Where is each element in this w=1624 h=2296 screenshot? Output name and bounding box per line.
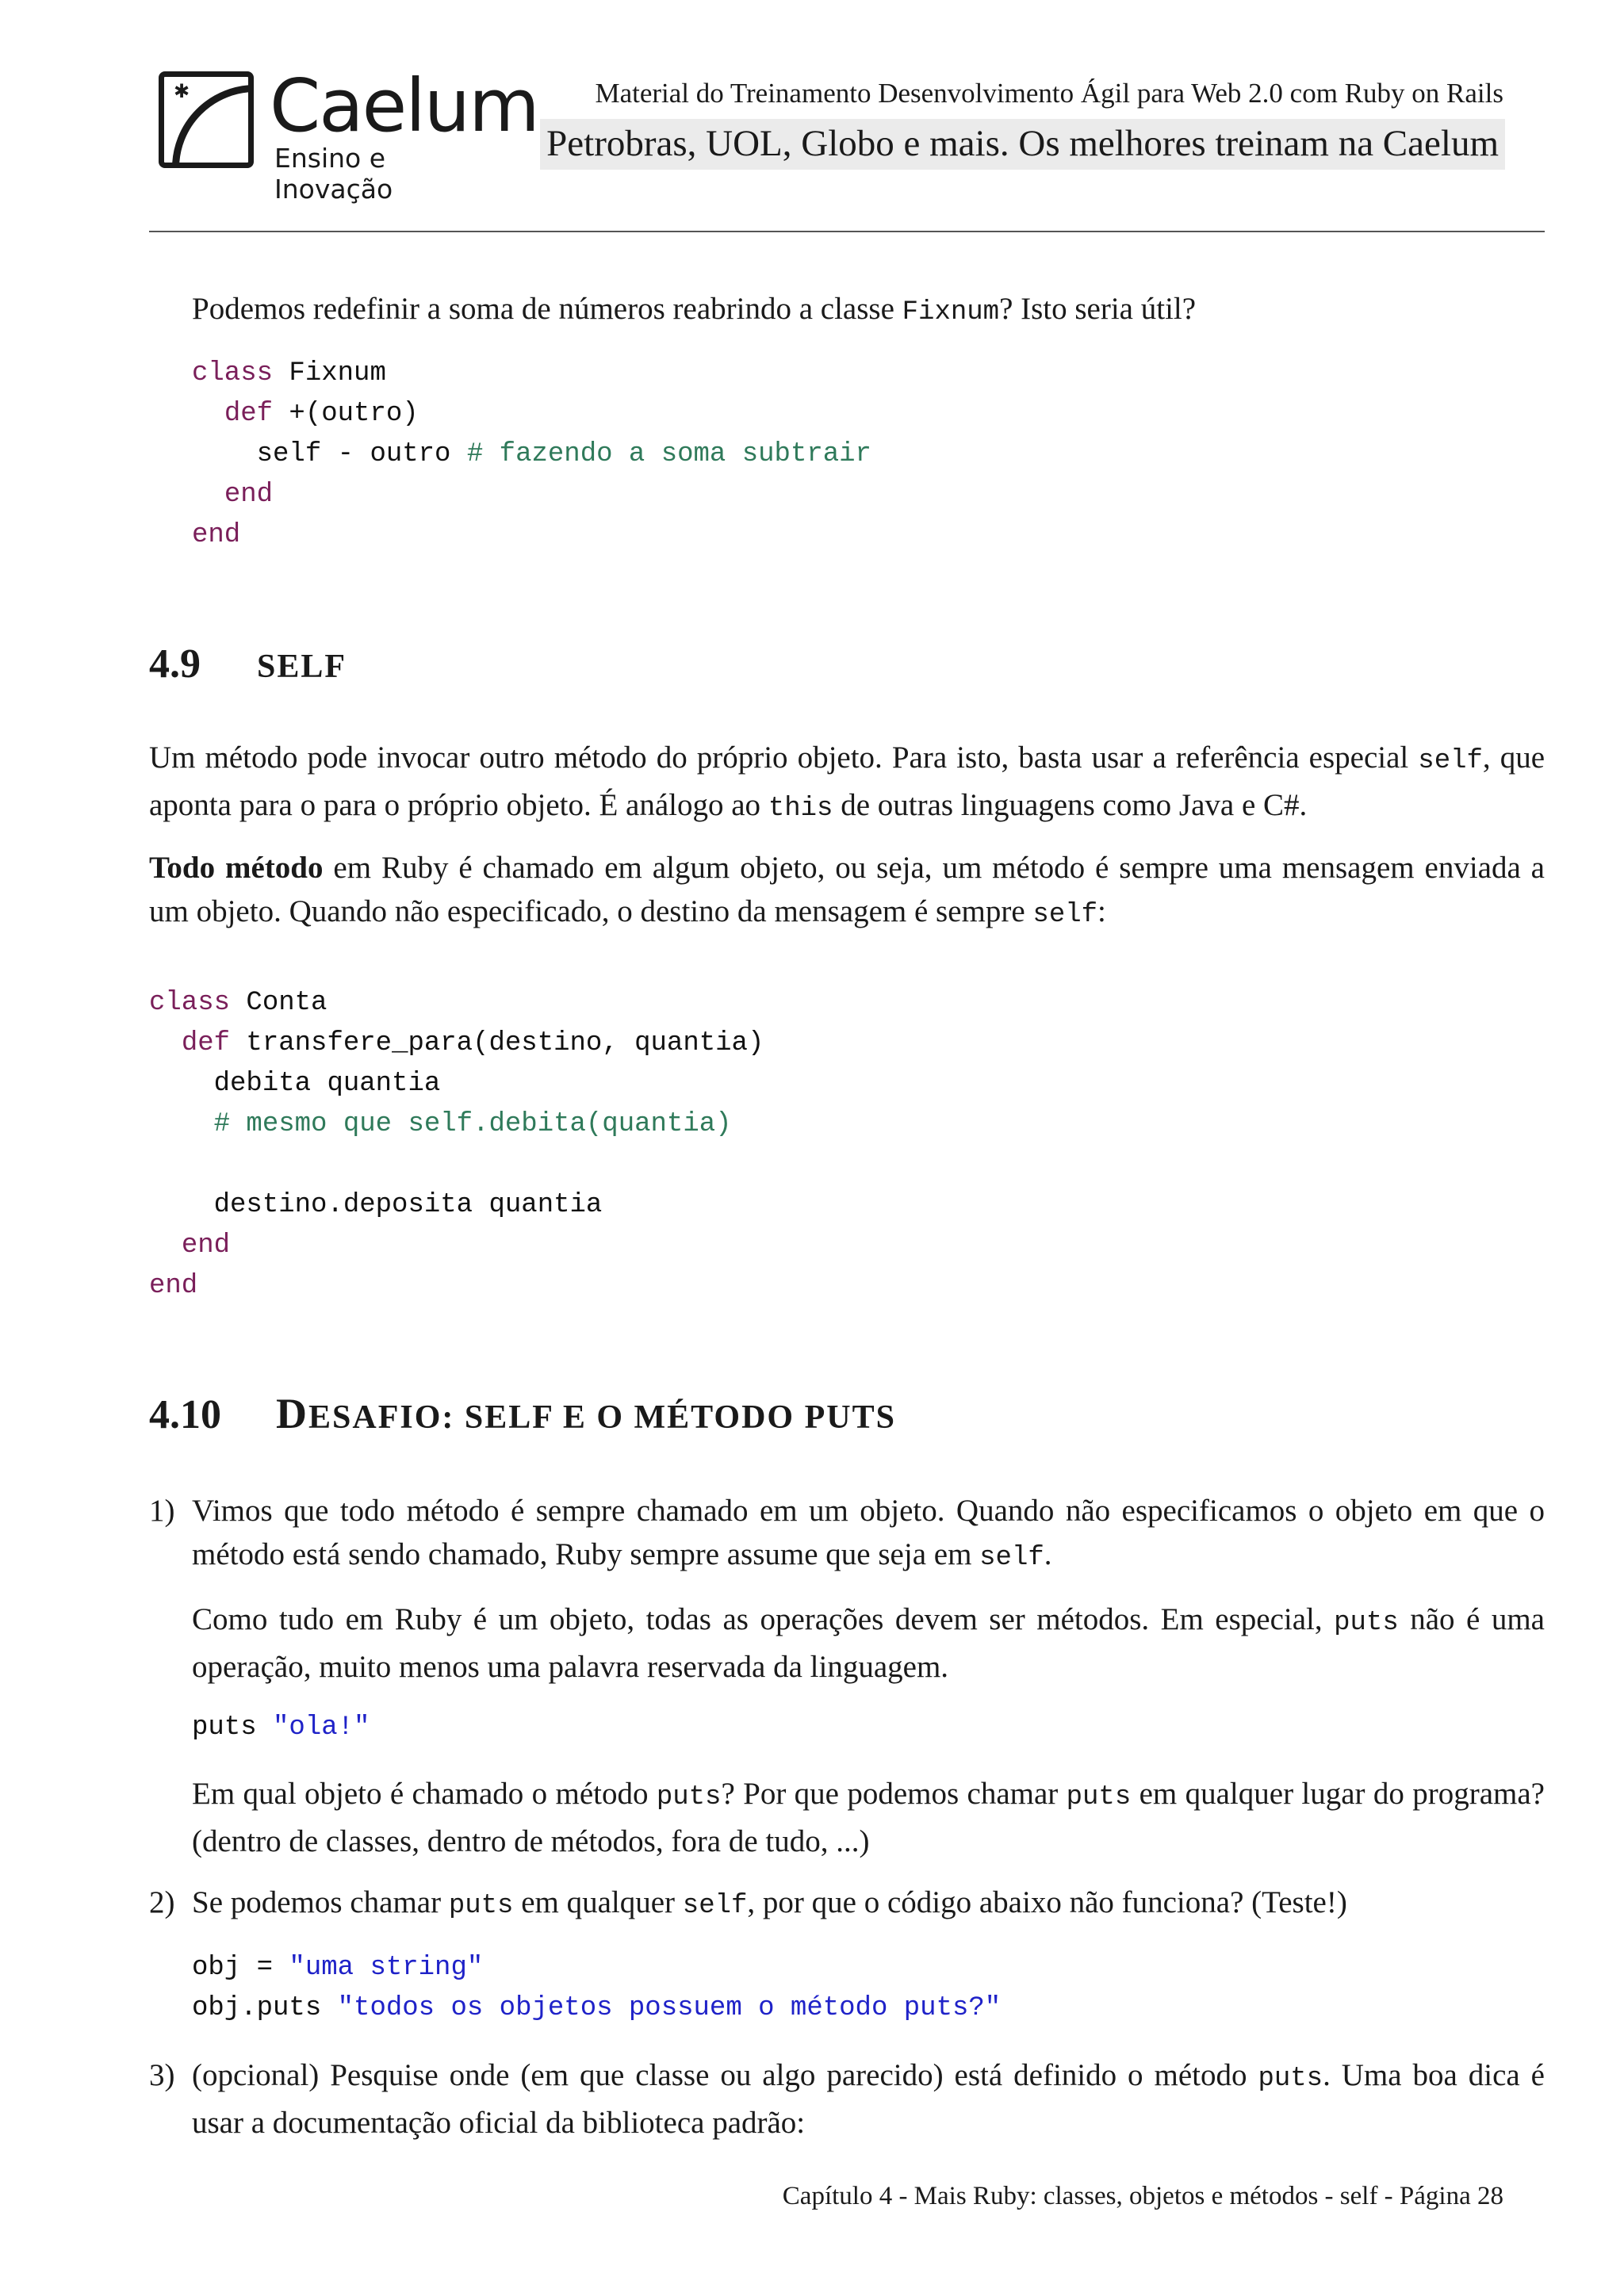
logo-name: Caelum [270,63,538,148]
item1-paragraph: Vimos que todo método é sempre chamado em um objeto. Quando não especificamos o objeto em que o método está sendo chamado, Ruby sempre assume que seja em self. [192,1494,1545,1573]
item2-paragraph: Se podemos chamar puts em qualquer self, por que o código abaixo não funciona? (Teste!) [192,1885,1347,1921]
code-block-fixnum [192,354,871,556]
code-line: end [224,480,274,510]
code-line: obj.puts "todos os objetos possuem o método puts?" [192,1993,1002,2023]
code-line: end [181,1230,231,1261]
item1-paragraph-2: Como tudo em Ruby é um objeto, todas as operações devem ser métodos. Em especial, puts não é uma operação, muito menos uma palavra reservada da linguagem. [192,1602,1545,1684]
caelum-logo [155,63,538,205]
code-line: class Conta [149,988,327,1018]
list-item-number: 1) [149,1494,175,1528]
code-line: end [149,1271,198,1301]
bold-term: Todo método [149,851,324,885]
intro-code: Fixnum [902,297,1000,327]
logo-tagline: Ensino e Inovação [274,143,393,205]
list-item-number: 3) [149,2058,175,2092]
code-line: # mesmo que self.debita(quantia) [213,1109,732,1139]
code-block-obj [192,1948,1001,2029]
item3-paragraph: (opcional) Pesquise onde (em que classe ou algo parecido) está definido o método puts. Uma boa dica é usar a documentação oficial da biblioteca padrão: [192,2058,1545,2140]
intro-text-end: ? Isto seria útil? [999,292,1197,326]
code-line: obj = "uma string" [192,1953,484,1983]
section-number: 4.9 [149,641,201,687]
section-title: DESAFIO: SELF E O MÉTODO PUTS [276,1390,896,1437]
intro-paragraph [192,287,1548,335]
list-item-number: 2) [149,1885,175,1919]
code-line [149,1145,764,1185]
item1-paragraph-3: Em qual objeto é chamado o método puts? Por que podemos chamar puts em qualquer lugar do programa? (dentro de classes, dentro de métodos, fora de tudo, ...) [192,1777,1545,1858]
code-line: destino.deposita quantia [213,1190,603,1220]
header-banner: Petrobras, UOL, Globo e mais. Os melhores treinam na Caelum [540,119,1505,170]
section-title: SELF [257,649,347,685]
header-subtitle: Material do Treinamento Desenvolvimento Ágil para Web 2.0 com Ruby on Rails [595,78,1503,109]
code-line: end [192,520,241,550]
header-divider [149,231,1545,232]
section-heading-self [149,641,347,687]
code-line: class Fixnum [192,358,386,388]
code-block-puts: puts "ola!" [192,1712,370,1743]
intro-text: Podemos redefinir a soma de números reabrindo a classe [192,292,902,326]
code-line: def +(outro) [224,399,419,429]
section-heading-desafio [149,1389,896,1438]
code-line: def transfere_para(destino, quantia) [181,1028,764,1058]
code-line: self - outro # fazendo a soma subtrair [256,439,871,469]
code-line: debita quantia [213,1069,441,1099]
code-block-conta [149,983,764,1307]
paragraph-todo-metodo: Todo método em Ruby é chamado em algum objeto, ou seja, um método é sempre uma mensagem enviada a um objeto. Quando não especificado, o destino da mensagem é sempre self: [149,851,1545,930]
section-number: 4.10 [149,1392,221,1437]
logo-mark-icon: ✱ [159,71,254,168]
page-footer: Capítulo 4 - Mais Ruby: classes, objetos e métodos - self - Página 28 [782,2182,1503,2210]
paragraph-self-reference: Um método pode invocar outro método do próprio objeto. Para isto, basta usar a referência especial self, que aponta para o para o próprio objeto. É análogo ao this de outras linguagens como Java e C#. [149,740,1545,824]
